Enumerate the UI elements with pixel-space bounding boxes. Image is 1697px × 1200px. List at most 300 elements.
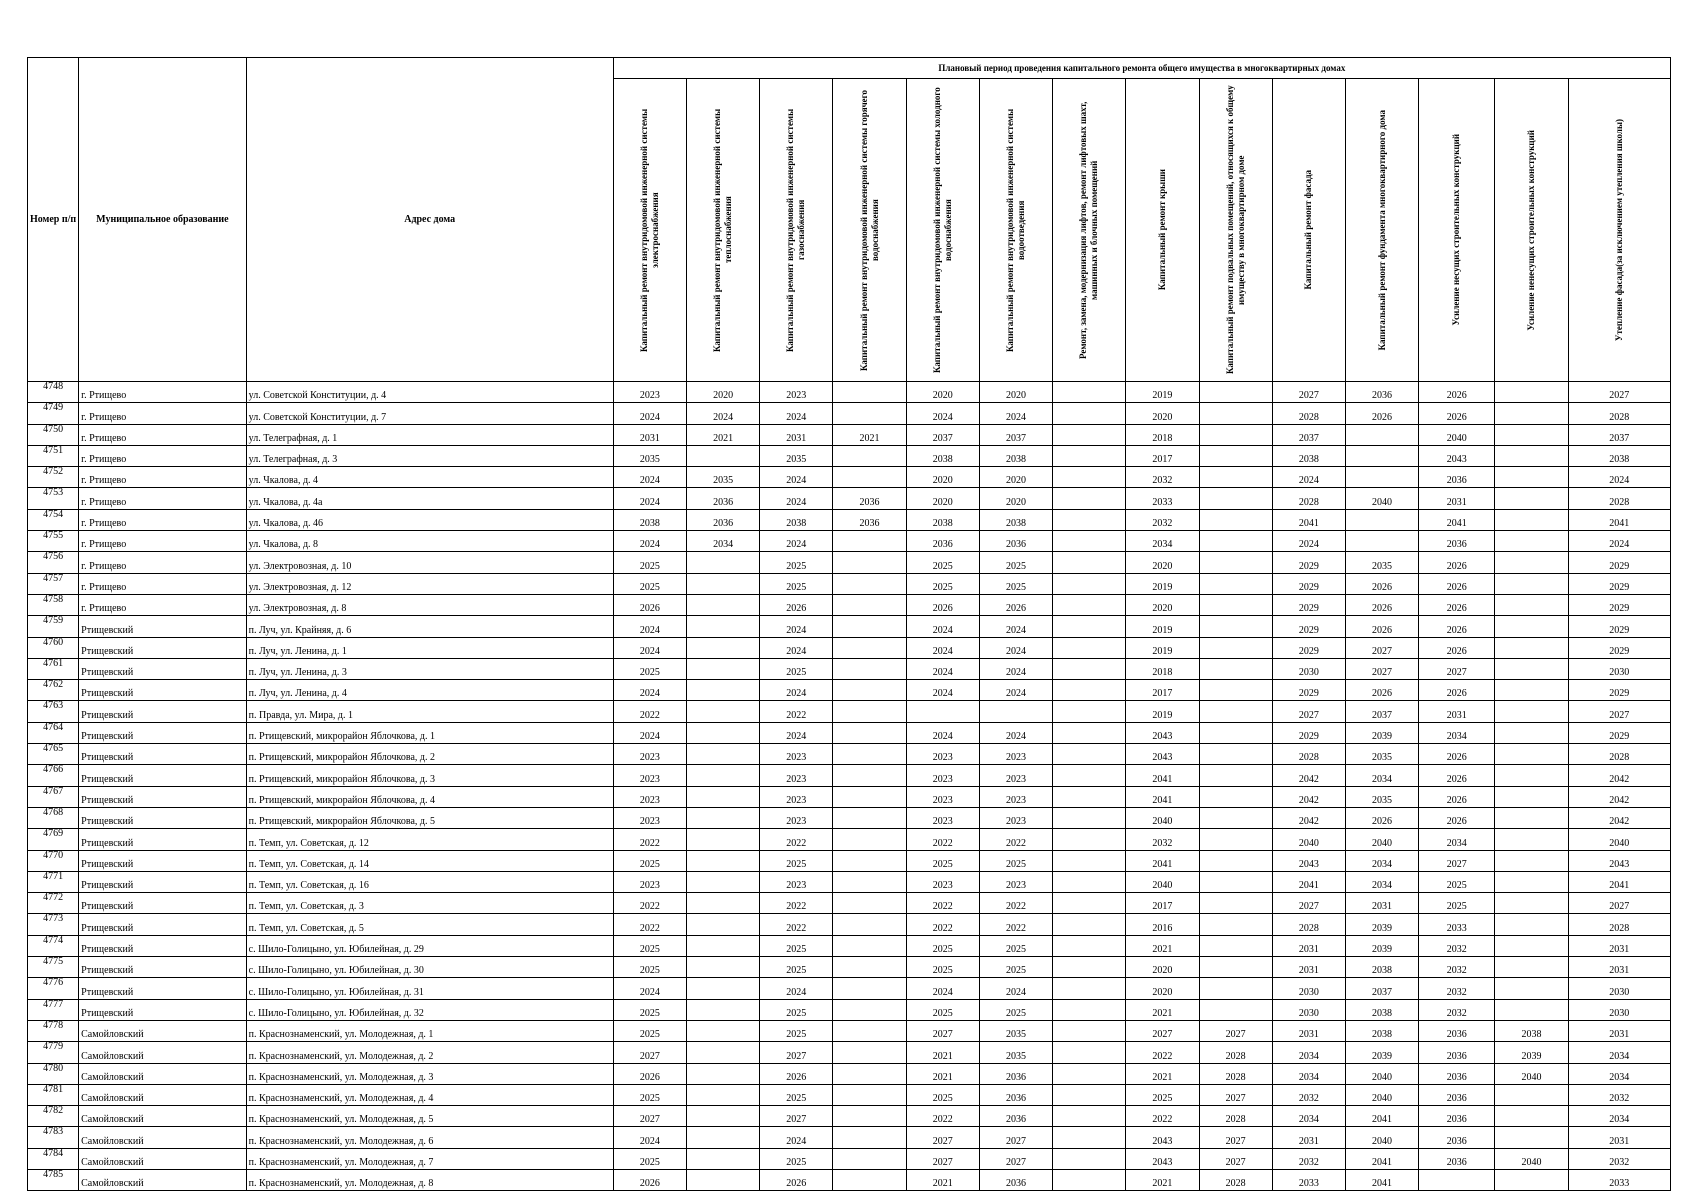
year-cell: 2036 [979, 1169, 1052, 1190]
year-cell [833, 935, 906, 956]
municipality-cell: г. Ртищево [79, 573, 247, 594]
year-cell: 2023 [760, 744, 833, 765]
year-cell: 2042 [1568, 765, 1670, 786]
year-cell: 2026 [1419, 616, 1495, 637]
year-cell: 2021 [1126, 935, 1199, 956]
year-cell: 2026 [1419, 680, 1495, 701]
year-cell: 2020 [1126, 552, 1199, 573]
year-cell [1053, 509, 1126, 530]
year-cell [1053, 616, 1126, 637]
table-row [28, 1020, 1671, 1041]
year-cell: 2021 [1126, 1169, 1199, 1190]
year-cell [686, 957, 759, 978]
year-cell: 2032 [1419, 957, 1495, 978]
year-cell: 2040 [1126, 871, 1199, 892]
table-row [28, 1063, 1671, 1084]
year-cell: 2036 [979, 531, 1052, 552]
year-cell [1053, 573, 1126, 594]
year-cell: 2022 [760, 914, 833, 935]
year-cell [686, 445, 759, 466]
year-cell [686, 935, 759, 956]
year-cell [1053, 637, 1126, 658]
year-cell: 2040 [1345, 1127, 1418, 1148]
row-number: 4772 [28, 893, 79, 914]
row-number: 4750 [28, 424, 79, 445]
year-cell [686, 573, 759, 594]
row-number: 4766 [28, 765, 79, 786]
row-number: 4758 [28, 594, 79, 615]
year-cell: 2023 [979, 786, 1052, 807]
header-work-type-label: Усиление ненесущих строительных конструкций [1525, 129, 1536, 331]
year-cell [1053, 786, 1126, 807]
year-cell: 2027 [1345, 658, 1418, 679]
year-cell: 2025 [979, 957, 1052, 978]
year-cell: 2024 [906, 637, 979, 658]
year-cell: 2026 [1419, 594, 1495, 615]
header-work-type-label: Усиление несущих строительных конструкций [1451, 134, 1462, 326]
year-cell: 2033 [1568, 1169, 1670, 1190]
year-cell: 2027 [1272, 701, 1345, 722]
year-cell [833, 850, 906, 871]
year-cell: 2030 [1568, 999, 1670, 1020]
table-row [28, 488, 1671, 509]
header-work-type [833, 79, 906, 382]
year-cell [1495, 1084, 1568, 1105]
year-cell: 2025 [613, 1148, 686, 1169]
year-cell [833, 744, 906, 765]
year-cell: 2016 [1126, 914, 1199, 935]
header-work-type-label: Капитальный ремонт внутридомовой инженерной системы газоснабжения [785, 108, 807, 352]
year-cell: 2024 [979, 403, 1052, 424]
municipality-cell: Самойловский [79, 1106, 247, 1127]
row-number: 4765 [28, 744, 79, 765]
year-cell: 2025 [613, 1020, 686, 1041]
address-cell: п. Ртищевский, микрорайон Яблочкова, д. 5 [246, 807, 613, 828]
year-cell: 2031 [1568, 957, 1670, 978]
year-cell [1495, 957, 1568, 978]
municipality-cell: Ртищевский [79, 786, 247, 807]
table-row [28, 935, 1671, 956]
year-cell: 2041 [1345, 1169, 1418, 1190]
row-number: 4763 [28, 701, 79, 722]
year-cell: 2024 [613, 1127, 686, 1148]
address-cell: п. Ртищевский, микрорайон Яблочкова, д. 4 [246, 786, 613, 807]
year-cell [1495, 594, 1568, 615]
table-row [28, 531, 1671, 552]
year-cell [1495, 978, 1568, 999]
table-row [28, 658, 1671, 679]
municipality-cell: Самойловский [79, 1127, 247, 1148]
municipality-cell: Ртищевский [79, 957, 247, 978]
address-cell: ул. Советской Конституции, д. 7 [246, 403, 613, 424]
year-cell [1053, 935, 1126, 956]
year-cell [1053, 1169, 1126, 1190]
address-cell: ул. Советской Конституции, д. 4 [246, 382, 613, 403]
year-cell: 2019 [1126, 637, 1199, 658]
address-cell: п. Темп, ул. Советская, д. 12 [246, 829, 613, 850]
year-cell: 2034 [1568, 1106, 1670, 1127]
year-cell: 2032 [1272, 1084, 1345, 1105]
year-cell: 2027 [979, 1148, 1052, 1169]
year-cell: 2024 [613, 403, 686, 424]
year-cell [1053, 552, 1126, 573]
year-cell: 2020 [979, 488, 1052, 509]
year-cell: 2038 [979, 509, 1052, 530]
year-cell: 2034 [1345, 850, 1418, 871]
year-cell [1495, 531, 1568, 552]
year-cell [686, 1084, 759, 1105]
table-row [28, 1127, 1671, 1148]
year-cell: 2042 [1568, 807, 1670, 828]
table-row [28, 573, 1671, 594]
address-cell: п. Луч, ул. Ленина, д. 3 [246, 658, 613, 679]
year-cell: 2017 [1126, 445, 1199, 466]
year-cell: 2026 [613, 594, 686, 615]
year-cell: 2020 [906, 467, 979, 488]
year-cell: 2027 [906, 1020, 979, 1041]
municipality-cell: Ртищевский [79, 744, 247, 765]
municipality-cell: Ртищевский [79, 765, 247, 786]
address-cell: ул. Чкалова, д. 4 [246, 467, 613, 488]
year-cell: 2025 [979, 573, 1052, 594]
year-cell [833, 1127, 906, 1148]
year-cell: 2024 [906, 403, 979, 424]
row-number: 4774 [28, 935, 79, 956]
year-cell: 2026 [613, 1063, 686, 1084]
year-cell: 2025 [906, 999, 979, 1020]
year-cell: 2024 [760, 488, 833, 509]
year-cell: 2024 [979, 680, 1052, 701]
year-cell: 2040 [1272, 829, 1345, 850]
year-cell [686, 999, 759, 1020]
address-cell: п. Краснознаменский, ул. Молодежная, д. 1 [246, 1020, 613, 1041]
year-cell: 2027 [1568, 701, 1670, 722]
year-cell: 2036 [686, 509, 759, 530]
address-cell: п. Правда, ул. Мира, д. 1 [246, 701, 613, 722]
year-cell [1495, 680, 1568, 701]
year-cell: 2040 [1345, 488, 1418, 509]
year-cell [1199, 807, 1272, 828]
row-number: 4785 [28, 1169, 79, 1190]
year-cell: 2038 [613, 509, 686, 530]
year-cell [1053, 382, 1126, 403]
year-cell: 2017 [1126, 680, 1199, 701]
address-cell: с. Шило-Голицыно, ул. Юбилейная, д. 32 [246, 999, 613, 1020]
municipality-cell: Ртищевский [79, 871, 247, 892]
year-cell: 2040 [1126, 807, 1199, 828]
year-cell: 2029 [1568, 594, 1670, 615]
year-cell [1495, 701, 1568, 722]
year-cell: 2024 [979, 722, 1052, 743]
year-cell: 2024 [906, 978, 979, 999]
year-cell: 2023 [613, 744, 686, 765]
year-cell [1053, 1020, 1126, 1041]
header-planned-period: Плановый период проведения капитального ремонта общего имущества в многоквартирных домах [613, 58, 1670, 79]
year-cell [1053, 914, 1126, 935]
year-cell [833, 573, 906, 594]
year-cell: 2037 [979, 424, 1052, 445]
municipality-cell: Ртищевский [79, 914, 247, 935]
capital-repair-table [27, 57, 1671, 1191]
address-cell: п. Краснознаменский, ул. Молодежная, д. 2 [246, 1042, 613, 1063]
table-row [28, 445, 1671, 466]
year-cell: 2019 [1126, 616, 1199, 637]
table-row [28, 1084, 1671, 1105]
year-cell [1053, 871, 1126, 892]
year-cell [833, 722, 906, 743]
year-cell: 2038 [1495, 1020, 1568, 1041]
year-cell [1199, 829, 1272, 850]
row-number: 4756 [28, 552, 79, 573]
year-cell: 2041 [1568, 871, 1670, 892]
year-cell: 2036 [1419, 1063, 1495, 1084]
row-number: 4777 [28, 999, 79, 1020]
year-cell [833, 829, 906, 850]
year-cell: 2033 [1419, 914, 1495, 935]
municipality-cell: г. Ртищево [79, 467, 247, 488]
year-cell: 2025 [613, 1084, 686, 1105]
year-cell [1199, 573, 1272, 594]
row-number: 4751 [28, 445, 79, 466]
year-cell: 2027 [760, 1042, 833, 1063]
year-cell [833, 382, 906, 403]
year-cell: 2026 [1345, 594, 1418, 615]
municipality-cell: г. Ртищево [79, 424, 247, 445]
year-cell [1053, 1127, 1126, 1148]
municipality-cell: г. Ртищево [79, 445, 247, 466]
year-cell: 2027 [1272, 382, 1345, 403]
year-cell: 2038 [1568, 445, 1670, 466]
header-work-type [1568, 79, 1670, 382]
year-cell: 2039 [1345, 722, 1418, 743]
year-cell: 2025 [760, 957, 833, 978]
header-work-type [686, 79, 759, 382]
year-cell: 2027 [1419, 850, 1495, 871]
year-cell: 2019 [1126, 573, 1199, 594]
year-cell: 2038 [1345, 999, 1418, 1020]
year-cell: 2026 [760, 594, 833, 615]
year-cell: 2027 [1199, 1127, 1272, 1148]
year-cell: 2025 [1126, 1084, 1199, 1105]
year-cell [686, 552, 759, 573]
year-cell: 2034 [1272, 1106, 1345, 1127]
year-cell: 2032 [1419, 935, 1495, 956]
address-cell: п. Краснознаменский, ул. Молодежная, д. 4 [246, 1084, 613, 1105]
row-number: 4778 [28, 1020, 79, 1041]
year-cell: 2023 [979, 744, 1052, 765]
address-cell: ул. Электровозная, д. 10 [246, 552, 613, 573]
year-cell: 2038 [1345, 1020, 1418, 1041]
year-cell: 2036 [979, 1106, 1052, 1127]
year-cell [1419, 1169, 1495, 1190]
year-cell [1053, 1106, 1126, 1127]
year-cell [1199, 424, 1272, 445]
year-cell [1495, 1127, 1568, 1148]
year-cell [1053, 488, 1126, 509]
year-cell [1495, 999, 1568, 1020]
year-cell: 2041 [1272, 509, 1345, 530]
year-cell: 2029 [1272, 722, 1345, 743]
table-row [28, 914, 1671, 935]
year-cell: 2041 [1345, 1106, 1418, 1127]
year-cell: 2022 [979, 829, 1052, 850]
year-cell: 2033 [1272, 1169, 1345, 1190]
year-cell: 2025 [760, 1084, 833, 1105]
year-cell [1199, 403, 1272, 424]
row-number: 4784 [28, 1148, 79, 1169]
year-cell: 2019 [1126, 701, 1199, 722]
year-cell [833, 786, 906, 807]
year-cell: 2036 [1419, 1106, 1495, 1127]
year-cell: 2028 [1199, 1106, 1272, 1127]
municipality-cell: Самойловский [79, 1084, 247, 1105]
year-cell: 2023 [979, 871, 1052, 892]
year-cell: 2024 [686, 403, 759, 424]
year-cell: 2036 [833, 488, 906, 509]
municipality-cell: г. Ртищево [79, 552, 247, 573]
municipality-cell: Ртищевский [79, 616, 247, 637]
year-cell [833, 445, 906, 466]
year-cell: 2036 [1419, 531, 1495, 552]
year-cell: 2024 [979, 658, 1052, 679]
year-cell: 2027 [1199, 1020, 1272, 1041]
municipality-cell: г. Ртищево [79, 509, 247, 530]
table-row [28, 680, 1671, 701]
header-work-type-label: Капитальный ремонт подвальных помещений, относящихся к общему имуществу в многоквартирном доме [1224, 85, 1246, 375]
row-number: 4768 [28, 807, 79, 828]
year-cell [1053, 807, 1126, 828]
year-cell: 2026 [760, 1169, 833, 1190]
year-cell: 2039 [1345, 1042, 1418, 1063]
year-cell [1199, 722, 1272, 743]
year-cell: 2024 [979, 978, 1052, 999]
year-cell: 2027 [1199, 1084, 1272, 1105]
year-cell [833, 594, 906, 615]
municipality-cell: Ртищевский [79, 807, 247, 828]
year-cell: 2035 [1345, 786, 1418, 807]
table-row [28, 701, 1671, 722]
table-row [28, 467, 1671, 488]
address-cell: ул. Электровозная, д. 12 [246, 573, 613, 594]
year-cell: 2034 [686, 531, 759, 552]
year-cell: 2028 [1568, 914, 1670, 935]
year-cell: 2036 [1419, 1127, 1495, 1148]
year-cell: 2034 [1419, 829, 1495, 850]
year-cell [1495, 829, 1568, 850]
year-cell: 2022 [613, 893, 686, 914]
year-cell [833, 637, 906, 658]
year-cell: 2023 [760, 871, 833, 892]
municipality-cell: Ртищевский [79, 893, 247, 914]
year-cell [686, 1148, 759, 1169]
year-cell: 2043 [1272, 850, 1345, 871]
year-cell: 2028 [1272, 403, 1345, 424]
year-cell: 2024 [760, 637, 833, 658]
table-row [28, 722, 1671, 743]
year-cell [1199, 999, 1272, 1020]
table-row [28, 616, 1671, 637]
year-cell: 2029 [1568, 573, 1670, 594]
year-cell [1495, 1106, 1568, 1127]
year-cell: 2022 [613, 701, 686, 722]
year-cell: 2021 [686, 424, 759, 445]
year-cell: 2023 [906, 786, 979, 807]
row-number: 4761 [28, 658, 79, 679]
row-number: 4757 [28, 573, 79, 594]
address-cell: п. Темп, ул. Советская, д. 3 [246, 893, 613, 914]
year-cell: 2024 [760, 531, 833, 552]
year-cell: 2029 [1272, 594, 1345, 615]
year-cell: 2020 [1126, 403, 1199, 424]
year-cell: 2023 [906, 871, 979, 892]
year-cell [1495, 1169, 1568, 1190]
year-cell [686, 616, 759, 637]
table-row [28, 893, 1671, 914]
year-cell: 2021 [906, 1042, 979, 1063]
year-cell [833, 978, 906, 999]
year-cell: 2034 [1419, 722, 1495, 743]
address-cell: п. Краснознаменский, ул. Молодежная, д. 6 [246, 1127, 613, 1148]
municipality-cell: Самойловский [79, 1169, 247, 1190]
year-cell: 2034 [1568, 1042, 1670, 1063]
year-cell [1495, 403, 1568, 424]
year-cell: 2032 [1419, 999, 1495, 1020]
year-cell [1495, 573, 1568, 594]
year-cell: 2026 [1345, 403, 1418, 424]
year-cell [1199, 957, 1272, 978]
year-cell [833, 914, 906, 935]
year-cell: 2026 [1419, 807, 1495, 828]
header-work-type [613, 79, 686, 382]
table-row [28, 744, 1671, 765]
year-cell: 2031 [613, 424, 686, 445]
header-work-type [1419, 79, 1495, 382]
year-cell [833, 807, 906, 828]
year-cell: 2029 [1272, 637, 1345, 658]
year-cell: 2031 [1568, 935, 1670, 956]
year-cell: 2038 [979, 445, 1052, 466]
year-cell [1345, 445, 1418, 466]
year-cell: 2026 [1345, 807, 1418, 828]
municipality-cell: Ртищевский [79, 935, 247, 956]
year-cell [1053, 850, 1126, 871]
year-cell [1495, 637, 1568, 658]
row-number: 4753 [28, 488, 79, 509]
header-work-type-label: Капитальный ремонт фундамента многоквартирного дома [1376, 109, 1387, 351]
year-cell [686, 658, 759, 679]
year-cell: 2026 [1419, 637, 1495, 658]
row-number: 4752 [28, 467, 79, 488]
year-cell [1053, 1148, 1126, 1169]
year-cell: 2041 [1345, 1148, 1418, 1169]
municipality-cell: Ртищевский [79, 978, 247, 999]
year-cell: 2034 [1568, 1063, 1670, 1084]
year-cell: 2028 [1568, 744, 1670, 765]
address-cell: ул. Телеграфная, д. 1 [246, 424, 613, 445]
year-cell: 2025 [1419, 893, 1495, 914]
year-cell: 2032 [1126, 829, 1199, 850]
year-cell: 2035 [1345, 744, 1418, 765]
year-cell [686, 1127, 759, 1148]
year-cell: 2025 [613, 957, 686, 978]
year-cell [686, 893, 759, 914]
year-cell: 2030 [1568, 658, 1670, 679]
address-cell: ул. Чкалова, д. 4а [246, 488, 613, 509]
municipality-cell: г. Ртищево [79, 594, 247, 615]
year-cell: 2022 [613, 914, 686, 935]
year-cell: 2025 [979, 935, 1052, 956]
year-cell: 2036 [979, 1084, 1052, 1105]
